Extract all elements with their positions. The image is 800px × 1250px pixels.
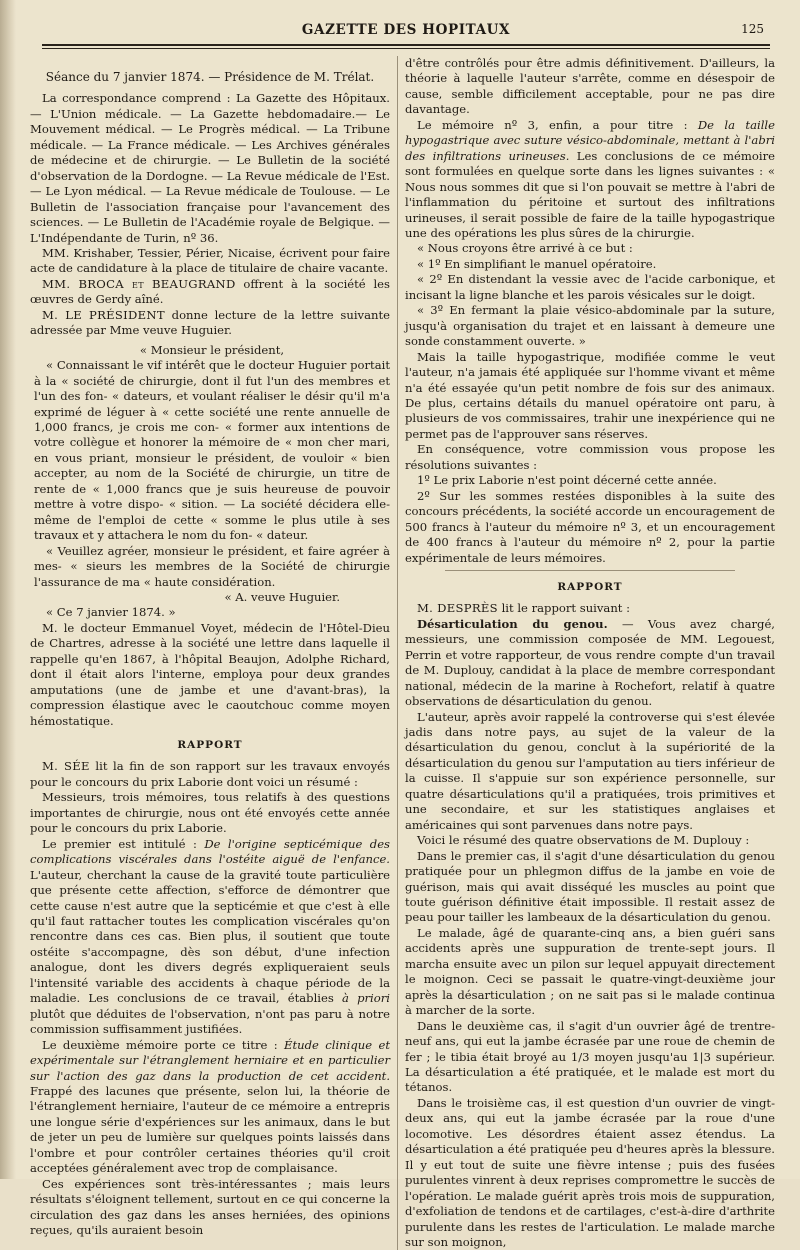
speaker-name: M. SÉE xyxy=(42,759,90,774)
continuation-paragraph: d'être contrôlés pour être admis définitivement. D'ailleurs, la théorie à laquelle l'auteur s'arrête, comme en désespoir de cause, semble difficilement acceptable, pour ne pas dire davantage. xyxy=(405,56,775,117)
paragraph-text: Le premier est intitulé : xyxy=(42,836,205,851)
letter-closing: « Veuillez agréer, monsieur le président, et faire agréer à mes- « sieurs les membres de la Société de chirurgie l'assurance de ma « haute considération. xyxy=(34,543,390,589)
experiences-paragraph: Ces expériences sont très-intéressantes ; mais leurs résultats s'éloignent tellement, surtout en ce qui concerne la circulation des gaz dans les anses herniées, des opinions reçues, qu'ils auraient besoin xyxy=(30,1176,390,1238)
quote-line: « Nous croyons être arrivé à ce but : xyxy=(417,241,633,256)
paragraph-text: Le mémoire nº 3, enfin, a pour titre : xyxy=(417,117,698,132)
paragraph-text: plutôt que déduites de l'observation, n'ont pas paru à notre commission suffisamment justifiées. xyxy=(30,1006,390,1037)
paragraph-text: donne lecture de la lettre suivante adressée par Mme veuve Huguier. xyxy=(30,307,390,338)
memoire-title: Étude clinique et expérimentale sur l'étranglement herniaire et en particulier sur l'action des gaz dans la production de cet accident. xyxy=(30,1037,390,1083)
cas3-paragraph: Dans le troisième cas, il est question d'un ouvrier de vingt-deux ans, qui eut la jambe écrasée par la roue d'une locomotive. Les désordres étaient assez étendus. La désarticulation a été pratiquée peu d'heures après la blessure. Il y eut tout de suite une fièvre intense ; puis des fusées purulentes vinrent à deux reprises compromettre le succès de l'opération. Le malade guérit après trois mois de suppuration, d'exfoliation de tendons et de cartilages, c'est-à-dire d'arthrite purulente dans les restes de l'articulation. Le malade marche sur son moignon, xyxy=(405,1095,775,1249)
mais-paragraph: Mais la taille hypogastrique, modifiée comme le veut l'auteur, n'a jamais été appliquée sur l'homme vivant et même n'a été essayée qu'un petit nombre de fois sur des animaux. De plus, certains détails du manuel opératoire ont paru, à plusieurs de vos commissaires, trahir une inexpérience qui ne permet pas de l'approuver sans réserves. xyxy=(405,349,775,441)
voyet-paragraph: M. le docteur Emmanuel Voyet, médecin de l'Hôtel-Dieu de Chartres, adresse à la société une lettre dans laquelle il rappelle qu'en 1867, à l'hôpital Beaujon, Adolphe Richard, dont il était alors l'interne, employa pour deux grandes amputations (une de jambe et une d'avant-bras), la compression élastique avec le caoutchouc comme moyen hémostatique. xyxy=(30,620,390,728)
quote-line: « 2º En distendant la vessie avec de l'acide carbonique, et incisant la ligne blanche et les parois vésicales sur le doigt. xyxy=(405,272,775,302)
paragraph-text: L'auteur, cherchant la cause de la gravité toute particulière que présente cette affection, s'efforce de démontrer que cette cause n'est autre que la septicémie et que c'est à elle qu'il faut rattacher toutes les complication viscérales qu'on rencontre dans ces cas. Bien plus, il soutient que toute ostéite s'accompagne, dès son début, d'une infection analogue, dont les divers degrés expliqueraient seuls l'intensité variable des accidents à chaque période de la maladie. Les conclusions de ce travail, établies xyxy=(30,867,390,1006)
despres-paragraph xyxy=(405,601,775,616)
page-spine-shadow xyxy=(0,0,16,1179)
page-number: 125 xyxy=(741,22,764,36)
see-paragraph xyxy=(30,759,390,790)
huguier-letter xyxy=(34,343,390,621)
quote-line: « 1º En simplifiant le manuel opératoire. xyxy=(417,256,657,271)
candidats-paragraph: MM. Krishaber, Tessier, Périer, Nicaise, écrivent pour faire acte de candidature à la place de titulaire de chaire vacante. xyxy=(30,245,390,276)
memoire3-paragraph xyxy=(405,118,775,242)
letter-signature: « A. veuve Huguier. xyxy=(224,589,340,604)
section-divider xyxy=(445,570,735,571)
broca-paragraph xyxy=(30,277,390,308)
letter-salutation: « Monsieur le président, xyxy=(139,342,285,357)
journal-title: GAZETTE DES HOPITAUX xyxy=(301,22,511,38)
paragraph-text: lit le rapport suivant : xyxy=(497,601,631,616)
correspondance-paragraph: La correspondance comprend : La Gazette des Hôpitaux. — L'Union médicale. — La Gazette hebdomadaire.— Le Mouvement médical. — Le Progrès médical. — La Tribune médicale. — La France médicale. — Les Archives générales de médecine et de chirurgie. — Le Bulletin de la société d'observation de la Dordogne. — La Revue médicale de l'Est. — Le Lyon médical. — La Revue médicale de Toulouse. — Le Bulletin de l'association française pour l'avancement des sciences. — Le Bulletin de l'Académie royale de Belgique. — L'Indépendante de Turin, nº 36. xyxy=(30,91,390,245)
speaker-name: M. LE PRÉSIDENT xyxy=(42,307,165,322)
paragraph-text: lit la fin de son rapport sur les travaux envoyés pour le concours du prix Laborie dont voici un résumé : xyxy=(30,759,390,789)
resolution-item: 1º Le prix Laborie n'est point décerné cette année. xyxy=(417,473,717,488)
letter-date: « Ce 7 janvier 1874. » xyxy=(46,605,176,620)
seance-title: Séance du 7 janvier 1874. — Présidence de M. Trélat. xyxy=(45,70,375,84)
resume-paragraph: Voici le résumé des quatre observations de M. Duplouy : xyxy=(417,833,750,848)
deuxieme-memoire-paragraph xyxy=(30,1038,390,1177)
speaker-name: MM. BROCA et BEAUGRAND xyxy=(42,276,236,291)
letter-body: « Connaissant le vif intérêt que le docteur Huguier portait à la « société de chirurgie, dont il fut l'un des membres et l'un des fon- « dateurs, et voulant réaliser le désir qu'il m'a exprimé de léguer à « cette société une rente annuelle de 1,000 francs, je crois me con- « former aux intentions de votre collègue et honorer la mémoire de « mon cher mari, en vous priant, monsieur le président, de vouloir « bien accepter, au nom de la Société de chirurgie, un titre de rente de « 1,000 francs que je suis heureuse de pouvoir mettre à votre dispo- « sition. — La société décidera elle-même de l'emploi de cette « somme le plus utile à ses travaux et y attachera le nom du fon- « dateur. xyxy=(34,358,390,543)
rapport-heading: RAPPORT xyxy=(177,739,243,752)
messieurs-paragraph: Messieurs, trois mémoires, tous relatifs à des questions importantes de chirurgie, nous ont été envoyés cette année pour le concours du prix Laborie. xyxy=(30,790,390,836)
resolution-item: 2º Sur les sommes restées disponibles à la suite des concours précédents, la société accorde un encouragement de 500 francs à l'auteur du mémoire nº 3, et un encouragement de 400 francs à l'auteur du mémoire nº 2, pour la partie expérimentale de leurs mémoires. xyxy=(405,488,775,565)
header-rule-thin xyxy=(42,48,770,49)
page-header xyxy=(42,20,770,44)
premier-memoire-paragraph xyxy=(30,837,390,1038)
desarticulation-paragraph xyxy=(405,617,775,710)
quote-line: « 3º En fermant la plaie vésico-abdominale par la suture, jusqu'à organisation du trajet et en laissant à demeure une sonde constamment ouverte. » xyxy=(405,303,775,349)
section-title: Désarticulation du genou. xyxy=(417,616,608,631)
auteur-paragraph: L'auteur, après avoir rappelé la controverse qui s'est élevée jadis dans notre pays, au sujet de la valeur de la désarticulation du genou, conclut à la supériorité de la désarticulation du genou sur l'amputation au tiers inférieur de la cuisse. Il s'appuie sur son expérience personnelle, sur quatre désarticulations qu'il a pratiquées, trois primitives et une secondaire, et sur les statistiques anglaises et américaines qui sont parvenues dans notre pays. xyxy=(405,709,775,832)
malade-paragraph: Le malade, âgé de quarante-cinq ans, a bien guéri sans accidents après une suppuration de trente-sept jours. Il marcha ensuite avec un pilon sur lequel appuyait directement le moignon. Ceci se passait le quatre-vingt-deuxième jour après la désarticulation ; on ne sait pas si le malade continua à marcher de la sorte. xyxy=(405,925,775,1018)
paragraph-text: Frappé des lacunes que présente, selon lui, la théorie de l'étranglement herniaire, l'auteur de ce mémoire a entrepris une longue série d'expériences sur les animaux, dans le but de jeter un peu de lumière sur quelques points laissés dans l'ombre et pour contrôler certaines théories qu'il croit acceptées généralement avec trop de complaisance. xyxy=(30,1084,390,1176)
rapport-heading: RAPPORT xyxy=(557,580,623,593)
cas1-paragraph: Dans le premier cas, il s'agit d'une désarticulation du genou pratiquée pour un phlegmon diffus de la jambe en voie de guérison, mais qui avait disséqué les muscles au point que toute guérison définitive était impossible. Il restait assez de peau pour tailler les lambeaux de la désarticulation du genou. xyxy=(405,848,775,925)
memoire-title: De la taille hypogastrique avec suture vésico-abdominale, mettant à l'abri des infiltrations urineuses. xyxy=(405,117,775,163)
president-paragraph xyxy=(30,308,390,339)
paragraph-text: Le deuxième mémoire porte ce titre : xyxy=(42,1037,284,1052)
paragraph-text: offrent à la société les œuvres de Gerdy aîné. xyxy=(30,276,390,307)
cas2-paragraph: Dans le deuxième cas, il s'agit d'un ouvrier âgé de trentre-neuf ans, qui eut la jambe écrasée par une roue de chemin de fer ; le tibia était broyé au 1/3 moyen jusqu'au 1|3 supérieur. La désarticulation a été pratiquée, et le malade est mort du tétanos. xyxy=(405,1018,775,1095)
memoire-title: De l'origine septicémique des complications viscérales dans l'ostéite aiguë de l'enfance. xyxy=(30,836,391,867)
left-column xyxy=(30,56,390,1239)
speaker-name: M. DESPRÈS xyxy=(417,601,498,616)
consequence-paragraph: En conséquence, votre commission vous propose les résolutions suivantes : xyxy=(405,442,775,472)
paragraph-text: Les conclusions de ce mémoire sont formulées en quelque sorte dans les lignes suivantes : « Nous nous sommes dit que si l'on pouvait se mettre à l'abri de l'inflammation du péritoine et surtout des infiltrations urineuses, il serait possible de faire de la taille hypogastrique une des opérations les plus sûres de la chirurgie. xyxy=(405,148,775,240)
right-column xyxy=(397,56,775,1250)
paragraph-text: — Vous avez chargé, messieurs, une commission composée de MM. Legouest, Perrin et votre rapporteur, de vous rendre compte d'un travail de M. Duplouy, candidat à la place de membre correspondant national, médecin de la marine à Rochefort, relatif à quatre observations de désarticulation du genou. xyxy=(405,616,775,709)
header-rule xyxy=(42,44,770,46)
latin-phrase: à priori xyxy=(342,991,390,1006)
